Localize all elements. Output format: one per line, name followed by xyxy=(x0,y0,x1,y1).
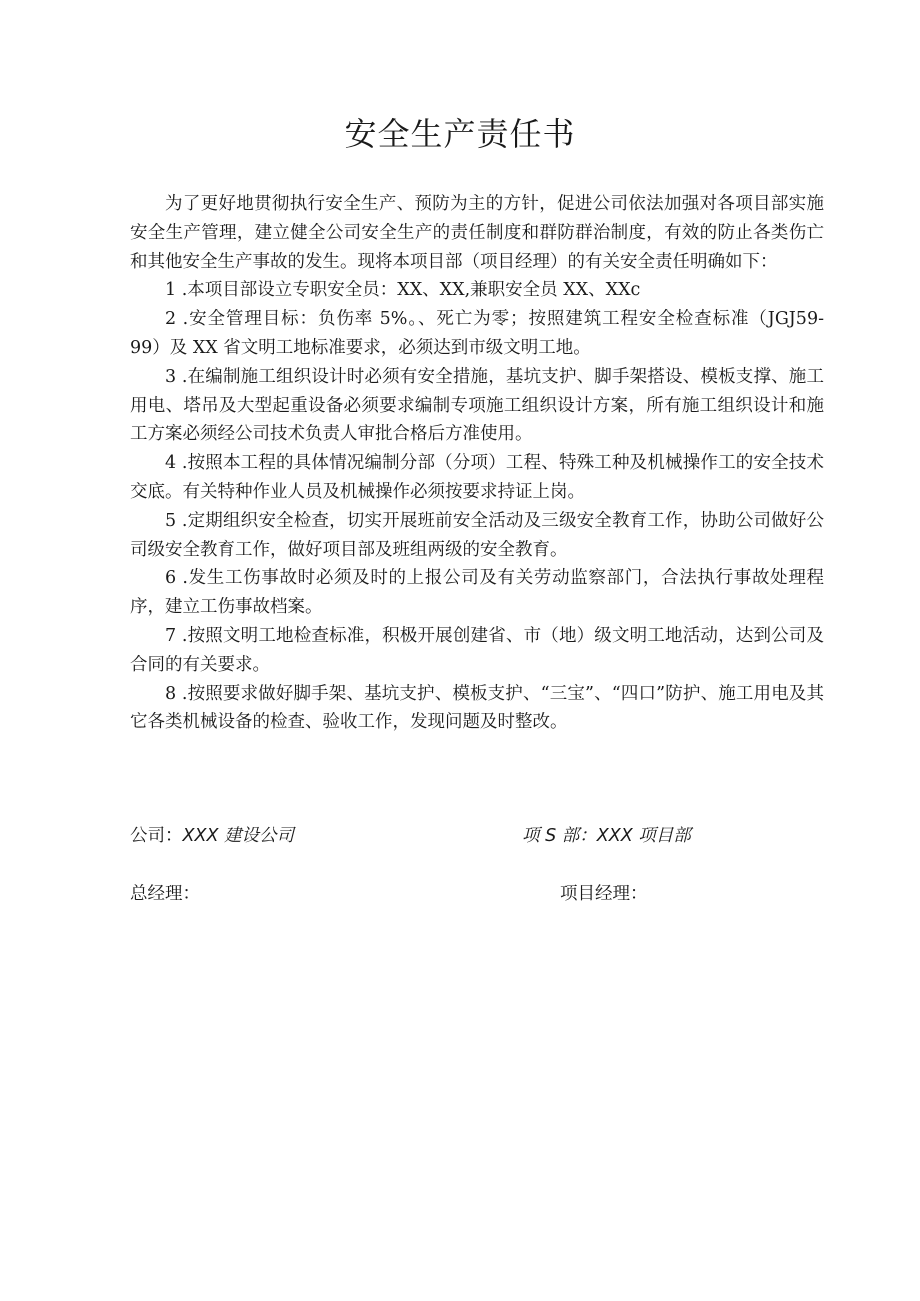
list-item: 5 .定期组织安全检查，切实开展班前安全活动及三级安全教育工作，协助公司做好公司级安全教育工作，做好项目部及班组两级的安全教育。 xyxy=(130,510,824,560)
list-item: 1 .本项目部设立专职安全员：XX、XX,兼职安全员 XX、XXc xyxy=(165,280,641,301)
company-signature xyxy=(130,822,294,850)
list-item: 4 .按照本工程的具体情况编制分部（分项）工程、特殊工种及机械操作工的安全技术交底。有关特种作业人员及机械操作必须按要求持证上岗。 xyxy=(130,453,824,502)
intro-paragraph: 为了更好地贯彻执行安全生产、预防为主的方针，促进公司依法加强对各项目部实施安全生产管理，建立健全公司安全生产的责任制度和群防群治制度，有效的防止各类伤亡和其他安全生产事故的发生。现将本项目部（项目经理）的有关安全责任明确如下： xyxy=(130,194,824,272)
project-manager-signature xyxy=(560,880,648,908)
project-manager-label: 项目经理： xyxy=(560,884,648,904)
general-manager-signature xyxy=(130,880,200,908)
list-item: 6 .发生工伤事故时必须及时的上报公司及有关劳动监察部门，合法执行事故处理程序，建立工伤事故档案。 xyxy=(130,568,824,618)
document-body xyxy=(130,190,824,737)
project-label: 项 S 部： xyxy=(522,826,597,846)
list-item: 8 .按照要求做好脚手架、基坑支护、模板支护、“三宝”、“四口”防护、施工用电及其它各类机械设备的检查、验收工作，发现问题及时整改。 xyxy=(130,683,824,733)
list-item: 3 .在编制施工组织设计时必须有安全措施，基坑支护、脚手架搭设、模板支撑、施工用电、塔吊及大型起重设备必须要求编制专项施工组织设计方案，所有施工组织设计和施工方案必须经公司技术负责人审批合格后方准使用。 xyxy=(130,366,824,445)
company-value: XXX 建设公司 xyxy=(182,826,295,846)
general-manager-label: 总经理： xyxy=(130,884,200,904)
list-item: 2 .安全管理目标：负伤率 5%。、死亡为零；按照建筑工程安全检查标准（JGJ59-99）及 XX 省文明工地标准要求，必须达到市级文明工地。 xyxy=(130,309,824,358)
project-signature xyxy=(522,822,691,850)
project-value: XXX 项目部 xyxy=(596,826,691,846)
page-title: 安全生产责任书 xyxy=(344,115,576,153)
company-label: 公司： xyxy=(130,826,183,846)
list-item: 7 .按照文明工地检查标准，积极开展创建省、市（地）级文明工地活动，达到公司及合同的有关要求。 xyxy=(130,625,824,675)
